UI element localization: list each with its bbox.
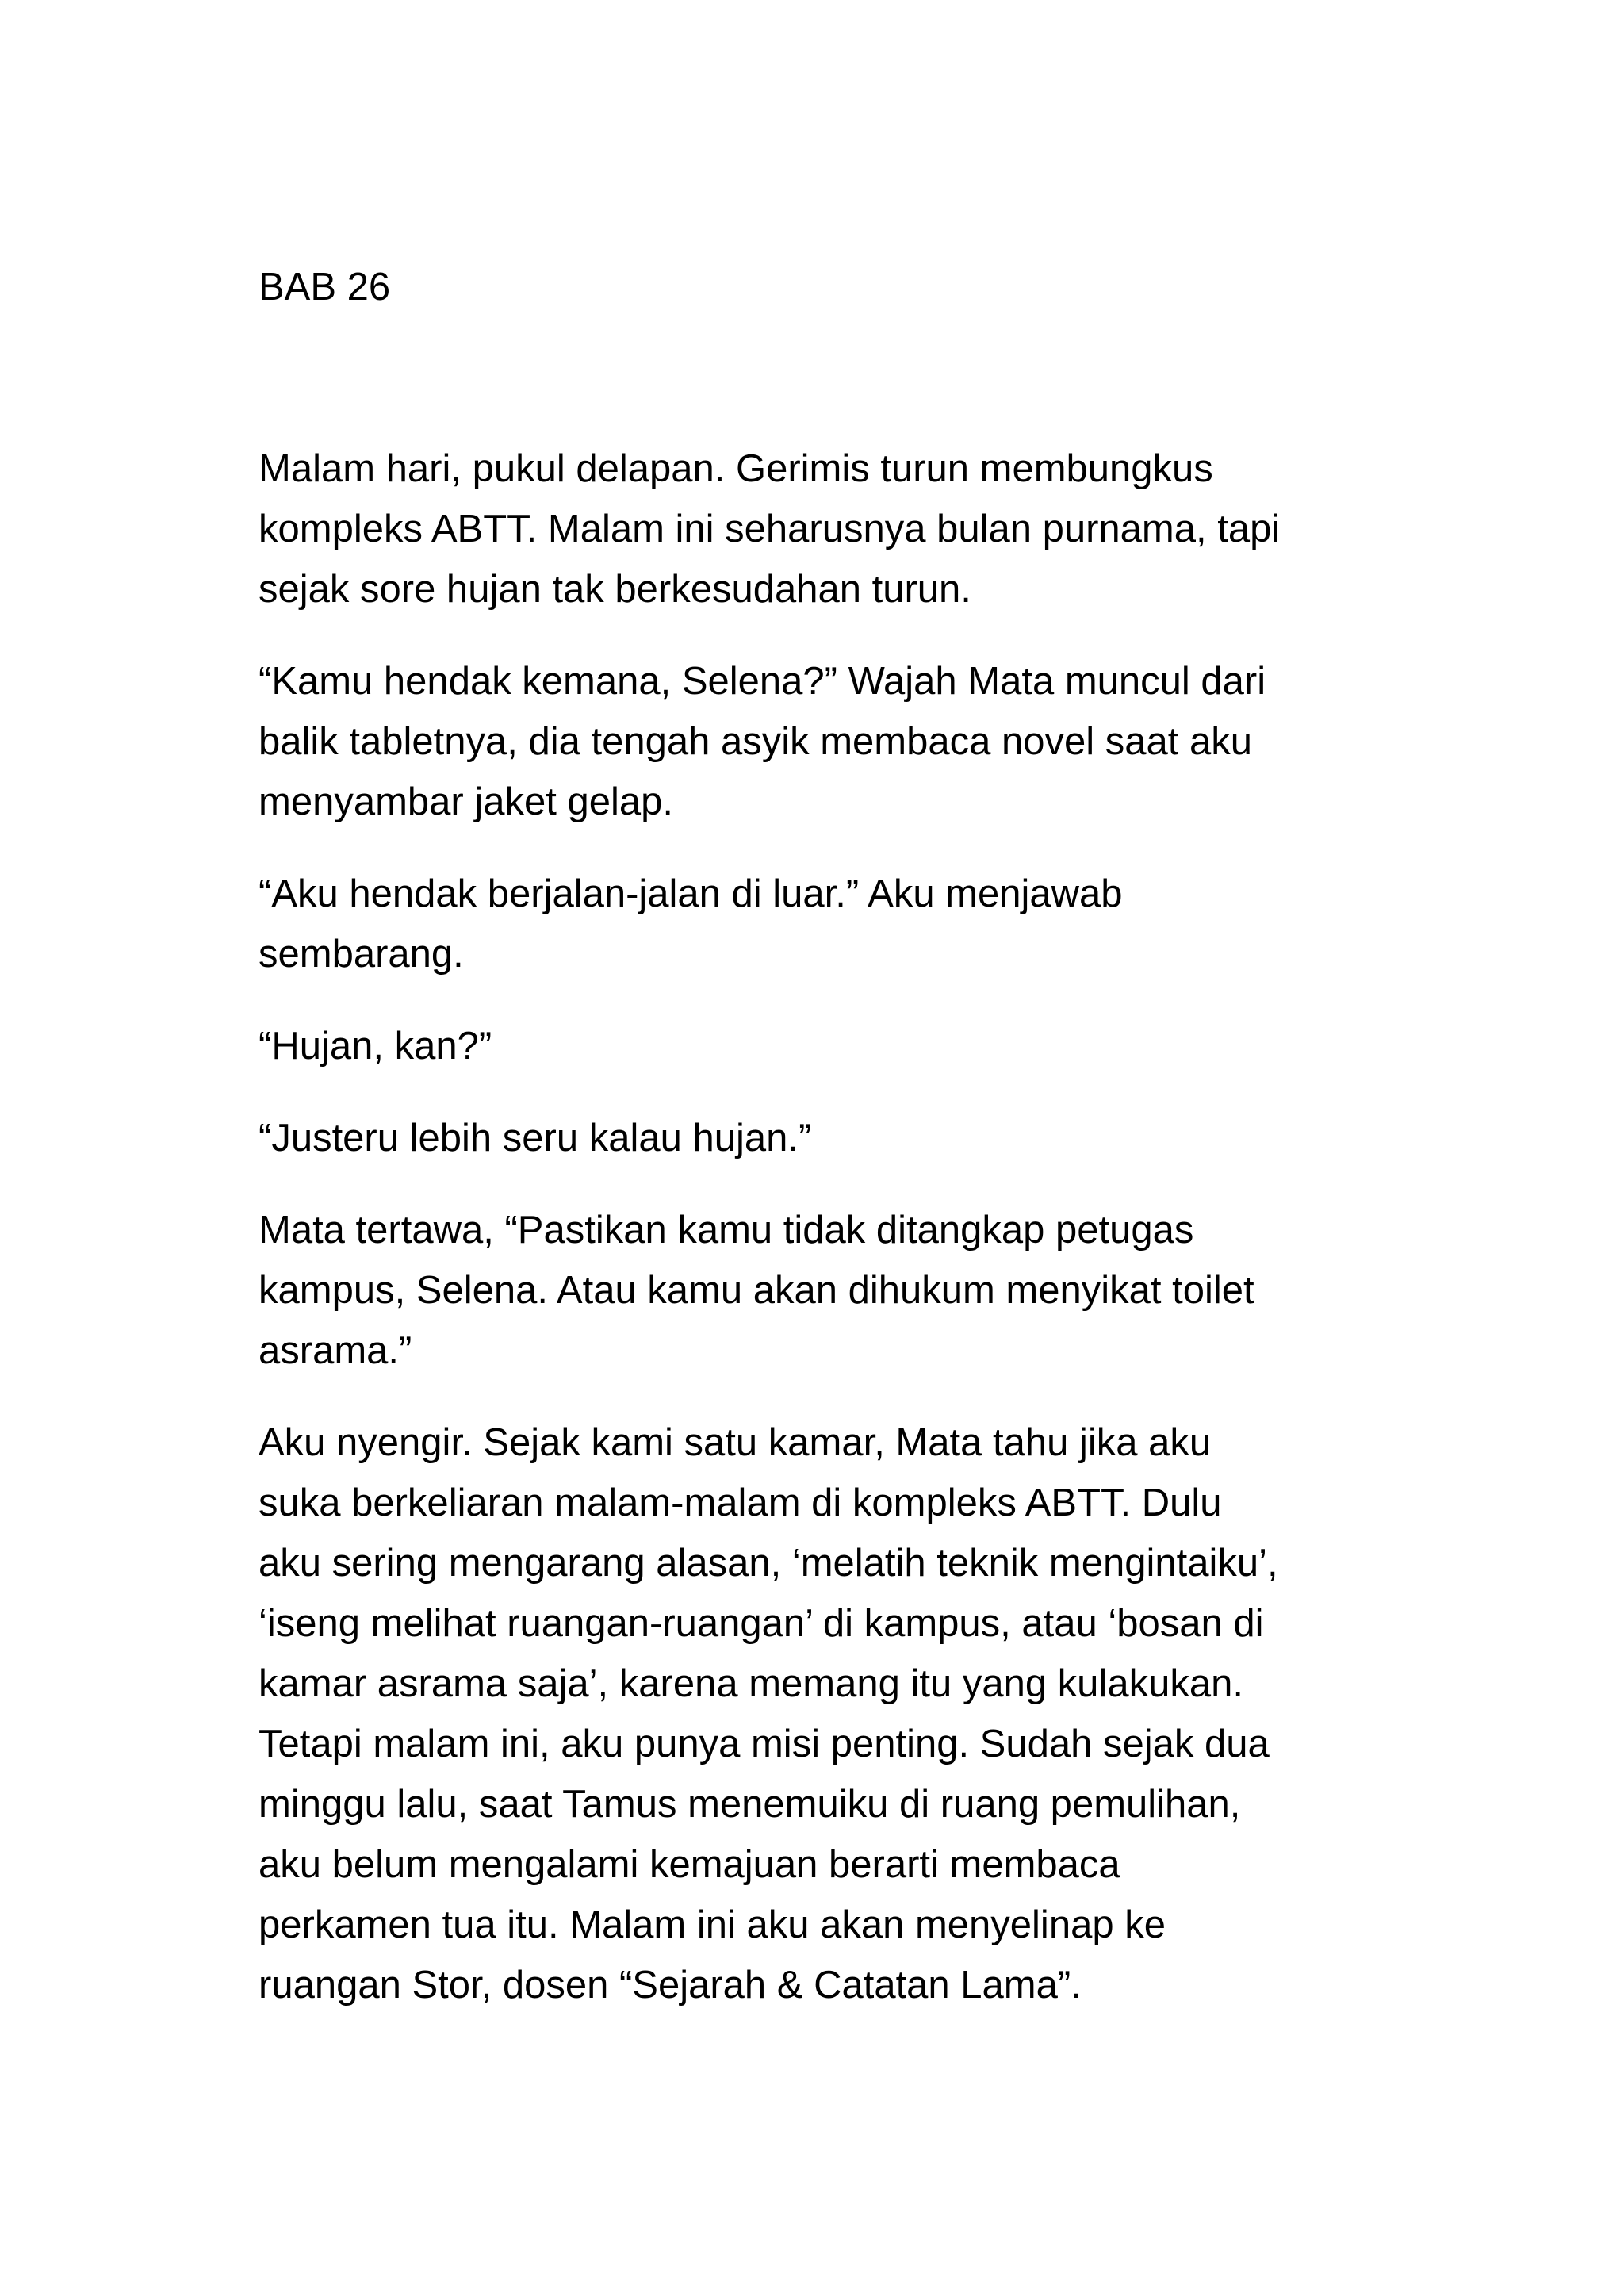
text-line: minggu lalu, saat Tamus menemuiku di ruang pemulihan, [259,1783,1241,1826]
paragraph-4 [259,1016,1400,1076]
text-line: sejak sore hujan tak berkesudahan turun. [259,568,971,611]
text-line: ‘iseng melihat ruangan-ruangan’ di kampus, atau ‘bosan di [259,1602,1264,1645]
text-line: “Kamu hendak kemana, Selena?” Wajah Mata muncul dari [259,660,1266,703]
text-line: sembarang. [259,933,464,976]
text-line: ruangan Stor, dosen “Sejarah & Catatan Lama”. [259,1964,1082,2007]
text-line: Tetapi malam ini, aku punya misi penting. Sudah sejak dua [259,1723,1270,1765]
text-line: aku belum mengalami kemajuan berarti membaca [259,1843,1120,1886]
text-line: kampus, Selena. Atau kamu akan dihukum menyikat toilet [259,1269,1254,1312]
chapter-title: BAB 26 [259,266,391,309]
text-line: aku sering mengarang alasan, ‘melatih teknik mengintaiku’, [259,1542,1278,1585]
paragraph-5 [259,1108,1400,1168]
text-line: suka berkeliaran malam-malam di kompleks ABTT. Dulu [259,1481,1222,1524]
text-line: perkamen tua itu. Malam ini aku akan menyelinap ke [259,1903,1166,1946]
text-line: “Hujan, kan?” [259,1025,492,1068]
paragraph-3 [259,864,1400,984]
chapter-body [259,439,1400,2047]
text-line: balik tabletnya, dia tengah asyik membaca novel saat aku [259,720,1252,763]
paragraph-7 [259,1412,1400,2015]
paragraph-2 [259,651,1400,832]
text-line: kompleks ABTT. Malam ini seharusnya bulan purnama, tapi [259,508,1281,550]
text-line: Mata tertawa, “Pastikan kamu tidak ditangkap petugas [259,1209,1194,1251]
text-line: “Aku hendak berjalan-jalan di luar.” Aku menjawab [259,872,1123,915]
text-line: kamar asrama saja’, karena memang itu yang kulakukan. [259,1662,1243,1705]
text-line: Malam hari, pukul delapan. Gerimis turun membungkus [259,447,1213,490]
text-line: menyambar jaket gelap. [259,780,673,823]
text-line: Aku nyengir. Sejak kami satu kamar, Mata tahu jika aku [259,1421,1212,1464]
paragraph-6 [259,1200,1400,1381]
text-line: “Justeru lebih seru kalau hujan.” [259,1117,812,1159]
text-line: asrama.” [259,1329,412,1372]
paragraph-1 [259,439,1400,619]
